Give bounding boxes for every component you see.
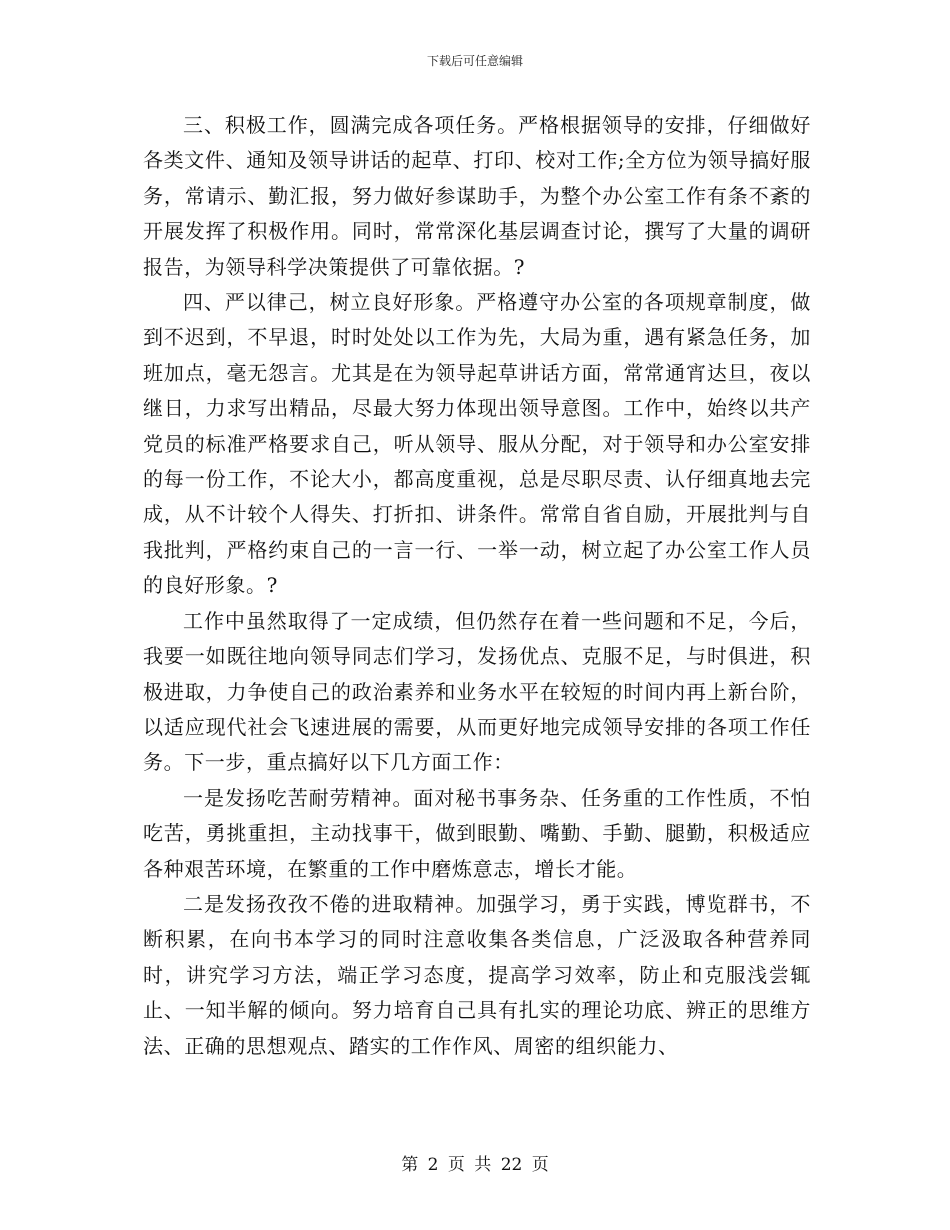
page-number-footer: 第 2 页 共 22 页	[401, 1155, 549, 1175]
paragraph-shortcomings: 工作中虽然取得了一定成绩，但仍然存在着一些问题和不足，今后，我要一如既往地向领导同志们学习，发扬优点、克服不足，与时俱进，积极进取，力争使自己的政治素养和业务水平在较短的时间内再上新台阶，以适应现代社会飞速进展的需要，从而更好地完成领导安排的各项工作任务。下一步，重点搞好以下几方面工作：	[143, 608, 811, 775]
paragraph-work-tasks: 三、积极工作，圆满完成各项任务。严格根据领导的安排，仔细做好各类文件、通知及领导讲话的起草、打印、校对工作;全方位为领导搞好服务，常请示、勤汇报，努力做好参谋助手，为整个办公室工作有条不紊的开展发挥了积极作用。同时，常常深化基层调查讨论，撰写了大量的调研报告，为领导科学决策提供了可靠依据。?	[143, 113, 811, 279]
paragraph-learning-spirit: 二是发扬孜孜不倦的进取精神。加强学习，勇于实践，博览群书，不断积累，在向书本学习的同时注意收集各类信息，广泛汲取各种营养同时，讲究学习方法，端正学习态度，提高学习效率，防止和克服浅尝辄止、一知半解的倾向。努力培育自己具有扎实的理论功底、辨正的思维方法、正确的思想观点、踏实的工作作风、周密的组织能力、	[143, 891, 811, 1058]
document-body	[143, 108, 811, 1064]
paragraph-hardworking-spirit: 一是发扬吃苦耐劳精神。面对秘书事务杂、任务重的工作性质，不怕吃苦，勇挑重担，主动找事干，做到眼勤、嘴勤、手勤、腿勤，积极适应各种艰苦环境，在繁重的工作中磨炼意志，增长才能。	[143, 785, 811, 881]
page-header: 下载后可任意编辑	[426, 54, 523, 68]
paragraph-self-discipline: 四、严以律己，树立良好形象。严格遵守办公室的各项规章制度，做到不迟到，不早退，时时处处以工作为先，大局为重，遇有紧急任务，加班加点，毫无怨言。尤其是在为领导起草讲话方面，常常通宵达旦，夜以继日，力求写出精品，尽最大努力体现出领导意图。工作中，始终以共产党员的标准严格要求自己，听从领导、服从分配，对于领导和办公室安排的每一份工作，不论大小，都高度重视，总是尽职尽责、认仔细真地去完成，从不计较个人得失、打折扣、讲条件。常常自省自励，开展批判与自我批判，严格约束自己的一言一行、一举一动，树立起了办公室工作人员的良好形象。?	[143, 290, 811, 598]
